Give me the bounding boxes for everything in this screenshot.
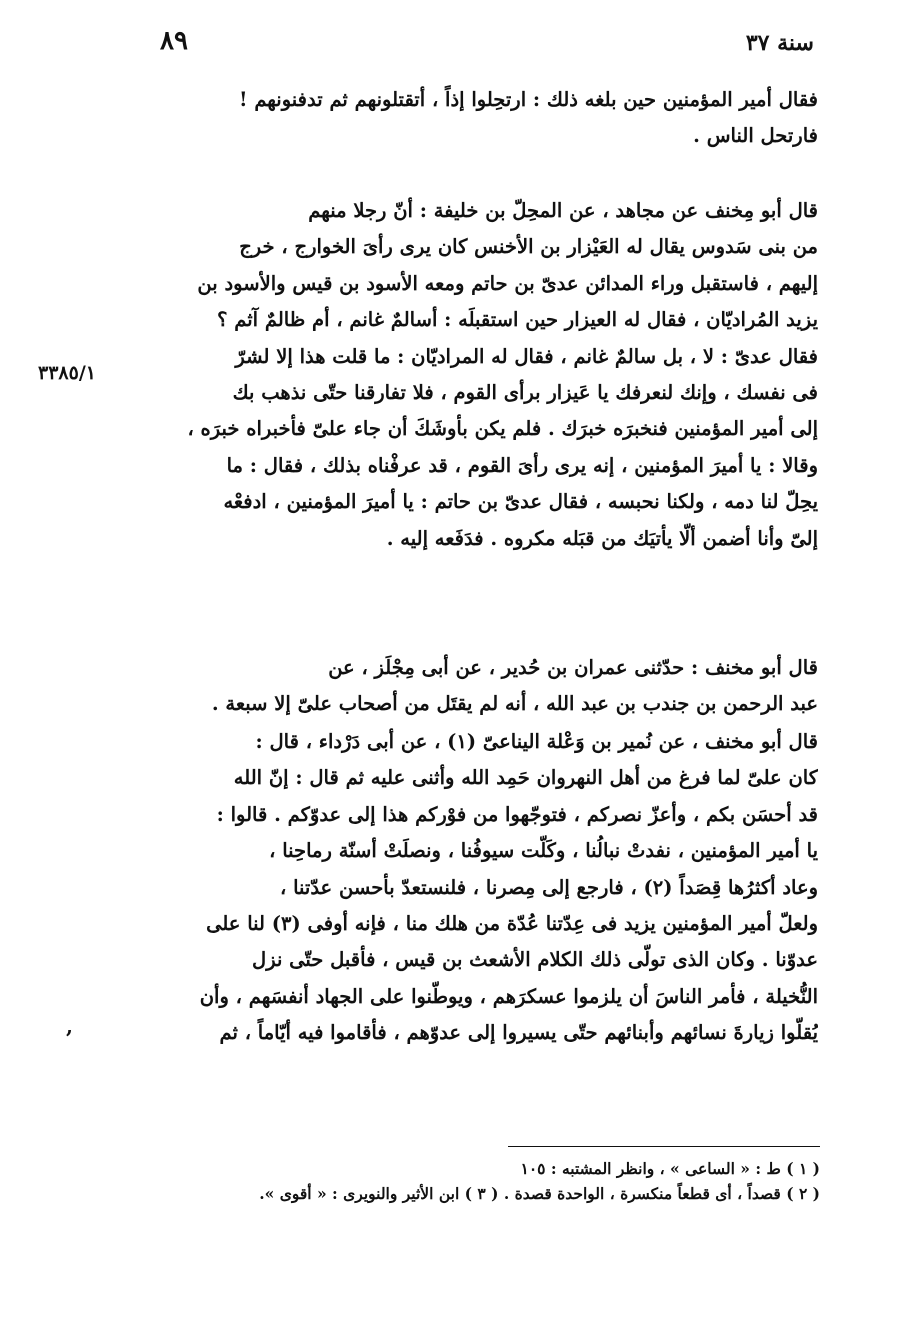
margin-mark: , [66, 1014, 73, 1038]
page-number: ٨٩ [160, 26, 188, 56]
paragraph-4 [156, 724, 818, 1052]
footnote-line: ( ١ ) ط : « الساعى » ، وانظر المشتبه : ١٠٥ [520, 1159, 820, 1178]
text-line: إليهم ، فاستقبل وراء المدائن عدىّ بن حاتم ومعه الأسود بن قيس والأسود بن [197, 271, 818, 295]
text-line: يا أمير المؤمنين ، نفدتْ نبالُنا ، وكَلّت سيوفُنا ، ونصلَتْ أسنّة رماحِنا ، [269, 839, 818, 863]
text-line: عدوّنا . وكان الذى تولّى ذلك الكلام الأشعث بن قيس ، فأقبل حتّى نزل [252, 948, 818, 972]
text-line: فارتحل الناس . [693, 124, 818, 148]
text-line: كان علىّ لما فرغ من أهل النهروان حَمِد الله وأثنى عليه ثم قال : إنّ الله [233, 766, 818, 790]
text-line: يُقلّوا زيارةَ نسائهم وأبنائهم حتّى يسيروا إلى عدوّهم ، فأقاموا فيه أيّاماً ، ثم [219, 1021, 818, 1045]
paragraph-1 [156, 82, 818, 155]
text-line: قال أبو مِخنف عن مجاهد ، عن المحِلّ بن خليفة : أنّ رجلا منهم [308, 199, 818, 222]
text-line: وقالا : يا أميرَ المؤمنين ، إنه يرى رأىَ القوم ، قد عرفْناه بذلك ، فقال : ما [226, 453, 818, 477]
text-line: يزيد المُراديّان ، فقال له العيزار حين استقبلَه : أسالمٌ غانم ، أم ظالمٌ آثم ؟ [217, 308, 818, 332]
running-header-year: سنة ٣٧ [745, 30, 814, 56]
text-line: ولعلّ أمير المؤمنين يزيد فى عِدّتنا عُدّة من هلك منا ، فإنه أوفى (٣) لنا على [206, 912, 818, 936]
text-line: عبد الرحمن بن جندب بن عبد الله ، أنه لم يقتَل من أصحاب علىّ إلا سبعة . [211, 692, 818, 716]
text-line: النُّخيلة ، فأمر الناسَ أن يلزموا عسكرَهم ، ويوطّنوا على الجهاد أنفسَهم ، وأن [199, 984, 818, 1008]
text-line: فقال عدىّ : لا ، بل سالمٌ غانم ، فقال له المراديّان : ما قلت هذا إلا لشرّ [235, 344, 818, 368]
text-line: إلى أمير المؤمنين فنخبرَه خبرَك . فلم يكن بأوشَكَ أن جاء علىّ فأخبراه خبرَه ، [187, 417, 818, 441]
text-line: يحِلّ لنا دمه ، ولكنا نحبسه ، فقال عدىّ بن حاتم : يا أميرَ المؤمنين ، ادفعْه [223, 490, 818, 514]
footnotes [150, 1156, 820, 1206]
margin-reference: ٣٣٨٥/١ [38, 362, 96, 384]
footnote-line: ( ٢ ) قصداً ، أى قطعاً منكسرة ، الواحدة قصدة . ( ٣ ) ابن الأثير والنويرى : « أقوى ». [259, 1184, 820, 1203]
text-line: وعاد أكثرُها قِصَداً (٢) ، فارجع إلى مِصرنا ، فلنستعدّ بأحسن عدّتنا ، [279, 875, 818, 899]
paragraph-3 [156, 650, 818, 723]
text-line: قال أبو مخنف : حدّثنى عمران بن حُدير ، عن أبى مِجْلَز ، عن [328, 656, 818, 679]
text-line: إلىّ وأنا أضمن ألّا يأتيَك من قبَله مكروه . فدَفَعه إليه . [386, 526, 818, 550]
footnote-divider [508, 1146, 820, 1147]
text-line: فى نفسك ، وإنك لنعرفك يا عَيزار برأى القوم ، فلا تفارقنا حتّى نذهب بك [232, 381, 818, 405]
text-line: من بنى سَدوس يقال له العَيْزار بن الأخنس كان يرى رأىَ الخوارج ، خرج [239, 235, 818, 259]
text-line: فقال أمير المؤمنين حين بلغه ذلك : ارتحِلوا إذاً ، أتقتلونهم ثم تدفنونهم ! [238, 88, 818, 111]
paragraph-2 [156, 193, 818, 557]
text-line: قال أبو مخنف ، عن نُمير بن وَعْلة اليناعىّ (١) ، عن أبى دَرْداء ، قال : [255, 730, 818, 753]
text-line: قد أحسَن بكم ، وأعزّ نصركم ، فتوجّهوا من فوْركم هذا إلى عدوّكم . قالوا : [216, 802, 818, 826]
